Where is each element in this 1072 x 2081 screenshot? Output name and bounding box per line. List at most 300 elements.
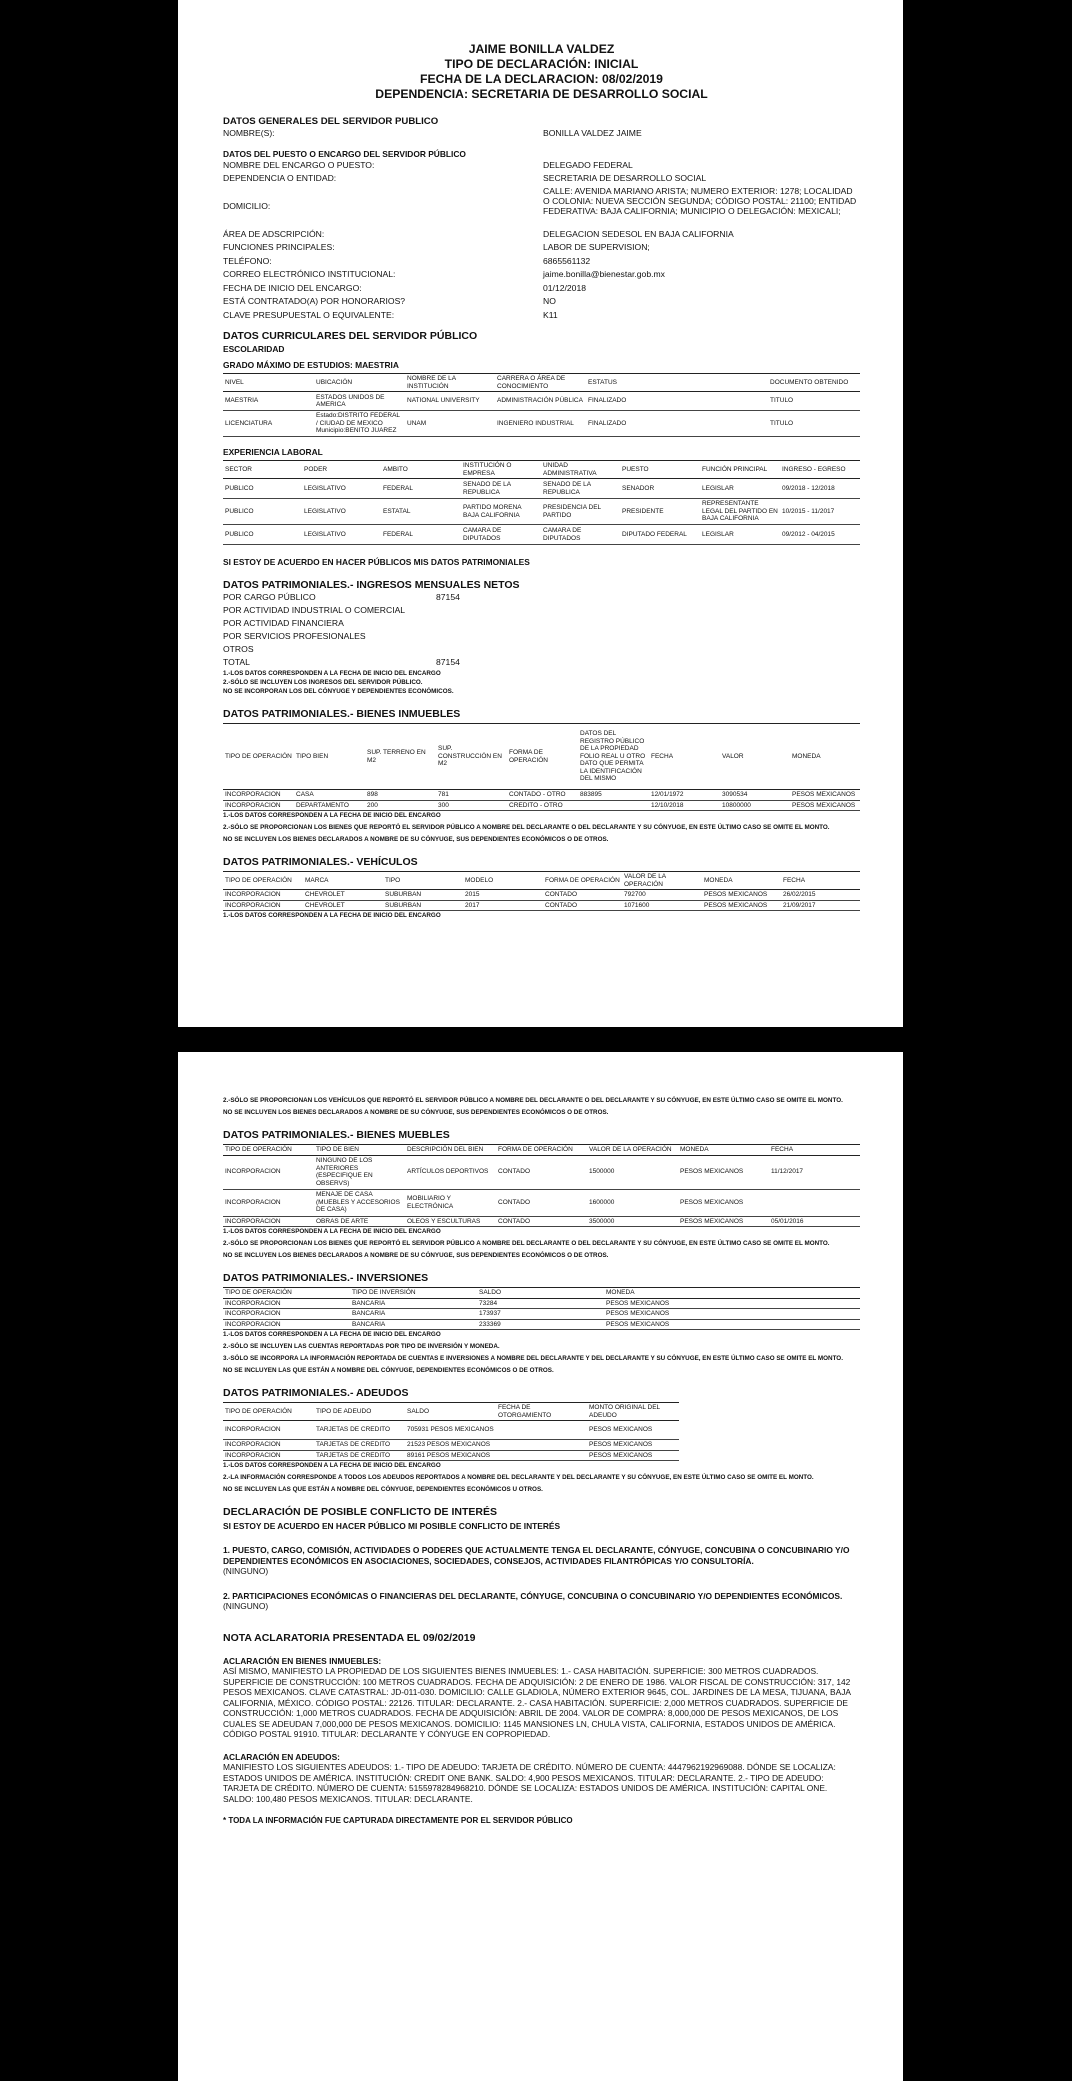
table-cell: INCORPORACION <box>223 1319 350 1330</box>
note-debts-text: MANIFIESTO LOS SIGUIENTES ADEUDOS: 1.- TIPO DE ADEUDO: TARJETA DE CRÉDITO. NÚMERO DE CUENTA: 4447962192969088. DÓNDE SE LOCALIZA: ESTADOS UNIDOS DE AMÉRICA. INSTITUCIÓN: CREDIT ONE BANK. SALDO: 4,900 PESOS MEXICANOS. TITULAR: DECLARANTE. 2.- TIPO DE ADEUDO: TARJETA DE CRÉDITO. NÚMERO DE CUENTA: 5155978284968210. DÓNDE SE LOCALIZA: ESTADOS UNIDOS DE AMÉRICA. INSTITUCIÓN: CAPITAL ONE. SALDO: 100,480 PESOS MEXICANOS. TITULAR: DECLARANTE. <box>223 1762 836 1804</box>
table-cell: TITULO <box>768 411 860 437</box>
table-cell: NINGUNO DE LOS ANTERIORES (ESPECIFIQUE EN OBSERVS) <box>314 1155 405 1189</box>
declaration-date: FECHA DE LA DECLARACION: 08/02/2019 <box>420 72 663 86</box>
table-cell: CAMARA DE DIPUTADOS <box>541 525 620 545</box>
clarifying-note-section <box>223 1632 860 1827</box>
income-label: OTROS <box>223 644 254 654</box>
kv-row <box>223 268 860 282</box>
kv-label: TELÉFONO: <box>223 255 272 266</box>
kv-row <box>223 228 860 242</box>
column-header: FORMA DE OPERACIÓN <box>543 872 622 890</box>
footnote: 2.-SÓLO SE PROPORCIONAN LOS VEHÍCULOS QUE REPORTÓ EL SERVIDOR PÚBLICO A NOMBRE DEL DECLARANTE O DEL DECLARANTE Y SU CÓNYUGE, EN ESTE ÚLTIMO CASO SE OMITE EL MONTO. <box>223 1097 843 1104</box>
section-title: DATOS PATRIMONIALES.- BIENES INMUEBLES <box>223 708 461 720</box>
table-cell: 1071600 <box>622 900 702 911</box>
table-row <box>223 1440 679 1451</box>
kv-row <box>223 255 860 269</box>
table-cell: 781 <box>436 790 507 801</box>
table-cell: CONTADO <box>496 1216 587 1227</box>
column-header: TIPO DE OPERACIÓN <box>223 872 303 890</box>
capture-footer: * TODA LA INFORMACIÓN FUE CAPTURADA DIRECTAMENTE POR EL SERVIDOR PÚBLICO <box>223 1816 573 1825</box>
footnote: 2.-SÓLO SE INCLUYEN LAS CUENTAS REPORTADAS POR TIPO DE INVERSIÓN Y MONEDA. <box>223 1343 500 1350</box>
kv-row <box>223 295 860 309</box>
position-section <box>223 149 860 323</box>
kv-value: NO <box>543 296 556 306</box>
footnote: 1.-LOS DATOS CORRESPONDEN A LA FECHA DE INICIO DEL ENCARGO <box>223 1331 441 1338</box>
column-header: INGRESO - EGRESO <box>780 461 860 479</box>
footnote: 1.-LOS DATOS CORRESPONDEN A LA FECHA DE INICIO DEL ENCARGO <box>223 1228 441 1235</box>
table-row <box>223 1309 860 1320</box>
section-title: DATOS PATRIMONIALES.- INVERSIONES <box>223 1272 429 1284</box>
declaration-header <box>223 42 860 102</box>
table-cell: INCORPORACION <box>223 800 294 811</box>
debts-table <box>223 1402 679 1461</box>
income-label: POR CARGO PÚBLICO <box>223 592 316 602</box>
column-header: AMBITO <box>381 461 461 479</box>
document-page-1 <box>178 0 903 1027</box>
general-data-section <box>223 116 860 141</box>
kv-label: FECHA DE INICIO DEL ENCARGO: <box>223 282 362 293</box>
declarant-name: JAIME BONILLA VALDEZ <box>468 42 615 56</box>
table-cell: 705931 PESOS MEXICANOS <box>405 1421 496 1440</box>
table-cell: INCORPORACION <box>223 1309 350 1320</box>
table-cell: TARJETAS DE CREDITO <box>314 1440 405 1451</box>
table-cell: 21/09/2017 <box>781 900 860 911</box>
table-cell: 26/02/2015 <box>781 890 860 901</box>
conflict-consent: SI ESTOY DE ACUERDO EN HACER PÚBLICO MI POSIBLE CONFLICTO DE INTERÉS <box>223 1521 561 1531</box>
note-real-estate-text: ASÍ MISMO, MANIFIESTO LA PROPIEDAD DE LOS SIGUIENTES BIENES INMUEBLES: 1.- CASA HABITACIÓN. SUPERFICIE: 300 METROS CUADRADOS. SUPERFICIE DE CONSTRUCCIÓN: 100 METROS CUADRADOS. FECHA DE ADQUISICIÓN: 2 DE ENERO DE 1986. VALOR FISCAL DE CONSTRUCCIÓN: 317, 142 PESOS MEXICANOS. CLAVE CATASTRAL: JD-011-030. DOMICILIO: CALLE GLADIOLA, NÚMERO EXTERIOR 9645, COL. JARDINES DE LA MESA, TIJUANA, BAJA CALIFORNIA, MÉXICO. CÓDIGO POSTAL: 22126. TITULAR: DECLARANTE. 2.- CASA HABITACIÓN. SUPERFICIE: 2,000 METROS CUADRADOS. SUPERFICIE DE CONSTRUCCIÓN: 1,000 METROS CUADRADOS. FECHA DE ADQUISICIÓN: ABRIL DE 2004. VALOR DE COMPRA: 8,000,000 DE PESOS MEXICANOS, DE LOS CUALES SE ADEUDAN 7,000,000 DE PESOS MEXICANOS. DOMICILIO: 1145 MANSIONES LN, CHULA VISTA, CALIFORNIA, ESTADOS UNIDOS DE AMÉRICA. CÓDIGO POSTAL 91910. TITULAR: DECLARANTE Y CÓNYUGE EN COPROPIEDAD. <box>223 1666 851 1739</box>
table-row <box>223 1155 860 1189</box>
footnote: 2.-SÓLO SE PROPORCIONAN LOS BIENES QUE REPORTÓ EL SERVIDOR PÚBLICO A NOMBRE DEL DECLARANTE O DEL DECLARANTE Y SU CÓNYUGE, EN ESTE ÚLTIMO CASO SE OMITE EL MONTO. <box>223 824 830 831</box>
kv-label: DEPENDENCIA O ENTIDAD: <box>223 173 337 183</box>
table-cell: 2017 <box>463 900 543 911</box>
section-title: DATOS DEL PUESTO O ENCARGO DEL SERVIDOR PÚBLICO <box>223 148 466 159</box>
kv-value: 6865561132 <box>543 255 591 266</box>
table-cell <box>496 1421 587 1440</box>
column-header: DATOS DEL REGISTRO PÚBLICO DE LA PROPIEDAD FOLIO REAL U OTRO DATO QUE PERMITA LA IDENTIFICACIÓN DEL MISMO <box>578 724 649 790</box>
table-row <box>223 1421 679 1440</box>
table-cell: FEDERAL <box>381 479 461 499</box>
table-cell: DEPARTAMENTO <box>294 800 365 811</box>
table-cell: TARJETAS DE CREDITO <box>314 1450 405 1461</box>
work-experience-section <box>223 447 860 545</box>
section-title: DATOS PATRIMONIALES.- INGRESOS MENSUALES NETOS <box>223 579 520 591</box>
column-header: TIPO BIEN <box>294 724 365 790</box>
table-cell: CONTADO <box>543 890 622 901</box>
table-cell: MAESTRIA <box>223 392 314 411</box>
table-cell: PESOS MEXICANOS <box>790 790 860 801</box>
table-row <box>223 900 860 911</box>
column-header: TIPO DE ADEUDO <box>314 1403 405 1421</box>
table-cell: 10/2015 - 11/2017 <box>780 499 860 525</box>
table-cell: BANCARIA <box>350 1309 477 1320</box>
table-cell: 10800000 <box>720 800 790 811</box>
footnote: NO SE INCLUYEN LOS BIENES DECLARADOS A NOMBRE DE SU CÓNYUGE, SUS DEPENDIENTES ECONÓMICOS O DE OTROS. <box>223 836 609 843</box>
debts-section <box>223 1387 860 1494</box>
kv-value: CALLE: AVENIDA MARIANO ARISTA; NUMERO EXTERIOR: 1278; LOCALIDAD O COLONIA: NUEVA SECCIÓN SEGUNDA; CÓDIGO POSTAL: 21100; ENTIDAD FEDERATIVA: BAJA CALIFORNIA; MUNICIPIO O DELEGACIÓN: MEXICALI; <box>543 185 857 216</box>
vehicles-table <box>223 871 860 911</box>
column-header: TIPO DE OPERACIÓN <box>223 724 294 790</box>
footnote: 1.-LOS DATOS CORRESPONDEN A LA FECHA DE INICIO DEL ENCARGO <box>223 670 441 677</box>
table-cell: 05/01/2016 <box>769 1216 860 1227</box>
table-cell: PESOS MEXICANOS <box>678 1155 769 1189</box>
table-row <box>223 1319 860 1330</box>
table-cell: SENADO DE LA REPUBLICA <box>541 479 620 499</box>
table-cell: 09/2018 - 12/2018 <box>780 479 860 499</box>
table-cell: 200 <box>365 800 436 811</box>
table-cell: PESOS MEXICANOS <box>702 890 781 901</box>
kv-label: ÁREA DE ADSCRIPCIÓN: <box>223 228 325 239</box>
table-cell: PESOS MEXICANOS <box>587 1421 679 1440</box>
table-cell: CONTADO - OTRO <box>507 790 578 801</box>
investments-table <box>223 1287 860 1330</box>
table-cell: SENADO DE LA REPUBLICA <box>461 479 541 499</box>
section-title: DATOS PATRIMONIALES.- BIENES MUEBLES <box>223 1129 450 1141</box>
table-cell: CHEVROLET <box>303 890 383 901</box>
table-cell: BANCARIA <box>350 1298 477 1309</box>
column-header: UNIDAD ADMINISTRATIVA <box>541 461 620 479</box>
real-estate-table <box>223 723 860 811</box>
table-cell: INCORPORACION <box>223 1450 314 1461</box>
kv-value: LABOR DE SUPERVISION; <box>543 242 650 252</box>
column-header: FECHA <box>769 1145 860 1156</box>
table-cell: INCORPORACION <box>223 1216 314 1227</box>
column-header: MODELO <box>463 872 543 890</box>
kv-row <box>223 172 860 186</box>
column-header: UBICACIÓN <box>314 374 405 392</box>
table-cell: 898 <box>365 790 436 801</box>
column-header: FECHA <box>649 724 720 790</box>
table-cell: TARJETAS DE CREDITO <box>314 1421 405 1440</box>
table-row <box>223 1450 679 1461</box>
table-cell: FINALIZADO <box>586 392 768 411</box>
column-header: INSTITUCIÓN O EMPRESA <box>461 461 541 479</box>
table-cell: 173937 <box>477 1309 604 1320</box>
footnote: NO SE INCLUYEN LAS QUE ESTÁN A NOMBRE DEL CÓNYUGE, DEPENDIENTES ECONÓMICOS O DE OTROS. <box>223 1367 554 1374</box>
column-header: VALOR DE LA OPERACIÓN <box>622 872 702 890</box>
section-title: NOTA ACLARATORIA PRESENTADA EL 09/02/2019 <box>223 1631 476 1644</box>
footnote: 2.-SÓLO SE INCLUYEN LOS INGRESOS DEL SERVIDOR PÚBLICO. <box>223 679 423 686</box>
table-row <box>223 1216 860 1227</box>
table-cell: LICENCIATURA <box>223 411 314 437</box>
footnote: 1.-LOS DATOS CORRESPONDEN A LA FECHA DE INICIO DEL ENCARGO <box>223 1462 441 1469</box>
table-cell: PARTIDO MORENA BAJA CALIFORNIA <box>461 499 541 525</box>
income-section <box>223 579 860 696</box>
footnote: 3.-SÓLO SE INCORPORA LA INFORMACIÓN REPORTADA DE CUENTAS E INVERSIONES A NOMBRE DEL DECLARANTE Y DEL DECLARANTE Y SU CÓNYUGE, EN ESTE ÚLTIMO CASO SE OMITE EL MONTO. <box>223 1355 843 1362</box>
footnote: 1.-LOS DATOS CORRESPONDEN A LA FECHA DE INICIO DEL ENCARGO <box>223 912 441 919</box>
table-cell: PRESIDENCIA DEL PARTIDO <box>541 499 620 525</box>
kv-value: DELEGADO FEDERAL <box>543 159 633 170</box>
table-cell: 09/2012 - 04/2015 <box>780 525 860 545</box>
table-cell: MOBILIARIO Y ELECTRÓNICA <box>405 1189 496 1216</box>
table-cell: CHEVROLET <box>303 900 383 911</box>
footnote: 2.-SÓLO SE PROPORCIONAN LOS BIENES QUE REPORTÓ EL SERVIDOR PÚBLICO A NOMBRE DEL DECLARANTE O DEL DECLARANTE Y SU CÓNYUGE, EN ESTE ÚLTIMO CASO SE OMITE EL MONTO. <box>223 1240 830 1247</box>
table-cell: 883895 <box>578 790 649 801</box>
section-title: DATOS CURRICULARES DEL SERVIDOR PÚBLICO <box>223 330 478 342</box>
column-header: SALDO <box>405 1403 496 1421</box>
table-cell: LEGISLAR <box>700 525 780 545</box>
table-row <box>223 499 860 525</box>
table-cell <box>496 1450 587 1461</box>
kv-row <box>223 186 860 228</box>
table-cell: CREDITO - OTRO <box>507 800 578 811</box>
footnote: 1.-LOS DATOS CORRESPONDEN A LA FECHA DE INICIO DEL ENCARGO <box>223 812 441 819</box>
table-cell: 233369 <box>477 1319 604 1330</box>
table-cell: PESOS MEXICANOS <box>678 1189 769 1216</box>
table-cell: ADMINISTRACIÓN PÚBLICA <box>495 392 586 411</box>
kv-value: 01/12/2018 <box>543 282 587 293</box>
table-cell: 3500000 <box>587 1216 678 1227</box>
footnote: 2.-LA INFORMACIÓN CORRESPONDE A TODOS LOS ADEUDOS REPORTADOS A NOMBRE DEL DECLARANTE Y DEL DECLARANTE Y SU CÓNYUGE, EN ESTE ÚLTIMO CASO SE OMITE EL MONTO. <box>223 1474 814 1481</box>
footnote: NO SE INCLUYEN LOS BIENES DECLARADOS A NOMBRE DE SU CÓNYUGE, SUS DEPENDIENTES ECONÓMICOS O DE OTROS. <box>223 1109 609 1116</box>
column-header: TIPO DE OPERACIÓN <box>223 1145 314 1156</box>
kv-label: ESTÁ CONTRATADO(A) POR HONORARIOS? <box>223 296 406 306</box>
education-table <box>223 373 860 437</box>
column-header: SECTOR <box>223 461 302 479</box>
table-cell: ARTÍCULOS DEPORTIVOS <box>405 1155 496 1189</box>
table-cell: PESOS MEXICANOS <box>604 1298 860 1309</box>
income-label: TOTAL <box>223 657 250 667</box>
column-header: MARCA <box>303 872 383 890</box>
table-cell: 12/01/1972 <box>649 790 720 801</box>
kv-value: K11 <box>543 309 558 320</box>
footnote: NO SE INCLUYEN LAS QUE ESTÁN A NOMBRE DEL CÓNYUGE, DEPENDIENTES ECONÓMICOS U OTROS. <box>223 1486 543 1493</box>
kv-label: DOMICILIO: <box>223 200 271 211</box>
column-header: TIPO DE INVERSIÓN <box>350 1288 477 1299</box>
table-cell: PESOS MEXICANOS <box>678 1216 769 1227</box>
table-cell: PESOS MEXICANOS <box>604 1309 860 1320</box>
table-cell: INCORPORACION <box>223 1440 314 1451</box>
column-header: FORMA DE OPERACIÓN <box>507 724 578 790</box>
table-cell: PUBLICO <box>223 479 302 499</box>
name-label: NOMBRE(S): <box>223 128 275 138</box>
table-cell: PESOS MEXICANOS <box>587 1440 679 1451</box>
table-cell: REPRESENTANTE LEGAL DEL PARTIDO EN BAJA CALIFORNIA <box>700 499 780 525</box>
movable-assets-section <box>223 1129 860 1260</box>
name-value: BONILLA VALDEZ JAIME <box>543 128 642 138</box>
table-cell: 73284 <box>477 1298 604 1309</box>
table-cell: 89161 PESOS MEXICANOS <box>405 1450 496 1461</box>
table-cell <box>496 1440 587 1451</box>
footnote: NO SE INCORPORAN LOS DEL CÓNYUGE Y DEPENDIENTES ECONÓMICOS. <box>223 688 454 695</box>
kv-label: CORREO ELECTRÓNICO INSTITUCIONAL: <box>223 269 396 279</box>
kv-row <box>223 159 860 173</box>
table-row <box>223 800 860 811</box>
column-header: TIPO DE OPERACIÓN <box>223 1403 314 1421</box>
column-header: NIVEL <box>223 374 314 392</box>
patrimonial-consent: SI ESTOY DE ACUERDO EN HACER PÚBLICOS MIS DATOS PATRIMONIALES <box>223 557 530 567</box>
table-cell: 11/12/2017 <box>769 1155 860 1189</box>
table-cell: DIPUTADO FEDERAL <box>620 525 700 545</box>
column-header: TIPO <box>383 872 463 890</box>
table-cell: UNAM <box>405 411 495 437</box>
column-header: MONEDA <box>678 1145 769 1156</box>
column-header: VALOR <box>720 724 790 790</box>
income-row <box>223 591 860 604</box>
column-header: ESTATUS <box>586 374 768 392</box>
table-cell <box>769 1189 860 1216</box>
section-title: DECLARACIÓN DE POSIBLE CONFLICTO DE INTERÉS <box>223 1506 497 1518</box>
column-header: PUESTO <box>620 461 700 479</box>
income-row <box>223 630 860 643</box>
income-label: POR ACTIVIDAD FINANCIERA <box>223 618 344 628</box>
table-cell: LEGISLAR <box>700 479 780 499</box>
table-cell: SUBURBAN <box>383 900 463 911</box>
table-cell: 2015 <box>463 890 543 901</box>
column-header: FORMA DE OPERACIÓN <box>496 1145 587 1156</box>
investments-section <box>223 1272 860 1375</box>
table-cell: Estado:DISTRITO FEDERAL / CIUDAD DE MEXICO Municipio:BENITO JUAREZ <box>314 411 405 437</box>
table-cell: TITULO <box>768 392 860 411</box>
table-cell: INCORPORACION <box>223 1298 350 1309</box>
table-cell: LEGISLATIVO <box>302 479 381 499</box>
vehicles-section <box>223 856 860 920</box>
kv-row <box>223 241 860 255</box>
table-cell: PUBLICO <box>223 525 302 545</box>
column-header: MONEDA <box>790 724 860 790</box>
table-cell: 12/10/2018 <box>649 800 720 811</box>
table-cell: 792700 <box>622 890 702 901</box>
column-header: TIPO DE BIEN <box>314 1145 405 1156</box>
kv-value: SECRETARIA DE DESARROLLO SOCIAL <box>543 173 707 183</box>
column-header: NOMBRE DE LA INSTITUCIÓN <box>405 374 495 392</box>
table-row <box>223 525 860 545</box>
column-header: TIPO DE OPERACIÓN <box>223 1288 350 1299</box>
column-header: SUP. CONSTRUCCIÓN EN M2 <box>436 724 507 790</box>
table-cell: PESOS MEXICANOS <box>604 1319 860 1330</box>
income-label: POR ACTIVIDAD INDUSTRIAL O COMERCIAL <box>223 605 406 615</box>
column-header: MONEDA <box>604 1288 860 1299</box>
name-row <box>223 127 860 141</box>
kv-value: DELEGACION SEDESOL EN BAJA CALIFORNIA <box>543 228 734 239</box>
section-title: DATOS PATRIMONIALES.- ADEUDOS <box>223 1387 409 1399</box>
table-cell: PUBLICO <box>223 499 302 525</box>
table-cell: CASA <box>294 790 365 801</box>
table-cell: OBRAS DE ARTE <box>314 1216 405 1227</box>
column-header: SUP. TERRENO EN M2 <box>365 724 436 790</box>
section-title: DATOS PATRIMONIALES.- VEHÍCULOS <box>223 856 418 868</box>
table-cell: PRESIDENTE <box>620 499 700 525</box>
column-header: PODER <box>302 461 381 479</box>
curricular-section <box>223 330 860 437</box>
conflict-answer-1: (NINGUNO) <box>223 1566 269 1576</box>
section-title: DATOS GENERALES DEL SERVIDOR PUBLICO <box>223 116 439 127</box>
column-header: CARRERA O ÁREA DE CONOCIMIENTO <box>495 374 586 392</box>
note-debts-title: ACLARACIÓN EN ADEUDOS: <box>223 1751 340 1762</box>
table-cell: INCORPORACION <box>223 890 303 901</box>
note-real-estate-title: ACLARACIÓN EN BIENES INMUEBLES: <box>223 1655 382 1666</box>
income-value: 87154 <box>436 592 460 602</box>
declaration-agency: DEPENDENCIA: SECRETARIA DE DESARROLLO SOCIAL <box>375 87 708 101</box>
kv-row <box>223 309 860 323</box>
table-cell: OLEOS Y ESCULTURAS <box>405 1216 496 1227</box>
kv-row <box>223 282 860 296</box>
income-label: POR SERVICIOS PROFESIONALES <box>223 631 366 641</box>
conflict-question-1: 1. PUESTO, CARGO, COMISIÓN, ACTIVIDADES O PODERES QUE ACTUALMENTE TENGA EL DECLARANTE, CÓNYUGE, CONCUBINA O CONCUBINARIO Y/O DEPENDIENTES ECONÓMICOS EN ASOCIACIONES, SOCIEDADES, CONSEJOS, ACTIVIDADES FILANTRÓPICAS Y/O CONSULTORÍA. <box>223 1545 850 1566</box>
experience-table <box>223 460 860 545</box>
table-cell: CONTADO <box>496 1189 587 1216</box>
table-cell: NATIONAL UNIVERSITY <box>405 392 495 411</box>
table-cell: ESTADOS UNIDOS DE AMERICA <box>314 392 405 411</box>
table-cell: INGENIERO INDUSTRIAL <box>495 411 586 437</box>
table-cell: PESOS MEXICANOS <box>702 900 781 911</box>
max-degree: GRADO MÁXIMO DE ESTUDIOS: MAESTRIA <box>223 360 399 370</box>
table-cell: CONTADO <box>543 900 622 911</box>
column-header: SALDO <box>477 1288 604 1299</box>
kv-label: FUNCIONES PRINCIPALES: <box>223 242 335 252</box>
table-cell: PESOS MEXICANOS <box>790 800 860 811</box>
table-cell: MENAJE DE CASA (MUEBLES Y ACCESORIOS DE CASA) <box>314 1189 405 1216</box>
table-cell: INCORPORACION <box>223 1155 314 1189</box>
column-header: VALOR DE LA OPERACIÓN <box>587 1145 678 1156</box>
table-row <box>223 392 860 411</box>
column-header: FUNCIÓN PRINCIPAL <box>700 461 780 479</box>
table-cell <box>578 800 649 811</box>
income-value: 87154 <box>436 657 460 667</box>
real-estate-section <box>223 708 860 844</box>
table-cell: BANCARIA <box>350 1319 477 1330</box>
column-header: FECHA DE OTORGAMIENTO <box>496 1403 587 1421</box>
conflict-answer-2: (NINGUNO) <box>223 1601 269 1611</box>
document-page-2 <box>178 1052 903 2081</box>
table-cell: INCORPORACION <box>223 1421 314 1440</box>
conflict-of-interest-section <box>223 1506 860 1612</box>
table-cell: FINALIZADO <box>586 411 768 437</box>
table-cell: 21523 PESOS MEXICANOS <box>405 1440 496 1451</box>
column-header: DOCUMENTO OBTENIDO <box>768 374 860 392</box>
table-cell: LEGISLATIVO <box>302 499 381 525</box>
table-row <box>223 479 860 499</box>
conflict-question-2: 2. PARTICIPACIONES ECONÓMICAS O FINANCIERAS DEL DECLARANTE, CÓNYUGE, CONCUBINA O CONCUBINARIO Y/O DEPENDIENTES ECONÓMICOS. <box>223 1590 843 1601</box>
table-row <box>223 1189 860 1216</box>
income-row <box>223 656 860 669</box>
income-row <box>223 643 860 656</box>
table-row <box>223 411 860 437</box>
kv-label: CLAVE PRESUPUESTAL O EQUIVALENTE: <box>223 309 395 320</box>
table-cell: 3090534 <box>720 790 790 801</box>
schooling-label: ESCOLARIDAD <box>223 344 285 354</box>
column-header: MONEDA <box>702 872 781 890</box>
table-cell: 300 <box>436 800 507 811</box>
section-title: EXPERIENCIA LABORAL <box>223 447 323 457</box>
table-row <box>223 890 860 901</box>
declaration-type: TIPO DE DECLARACIÓN: INICIAL <box>444 57 639 71</box>
table-cell: FEDERAL <box>381 525 461 545</box>
table-row <box>223 1298 860 1309</box>
table-cell: INCORPORACION <box>223 790 294 801</box>
table-cell: SENADOR <box>620 479 700 499</box>
column-header: DESCRIPCIÓN DEL BIEN <box>405 1145 496 1156</box>
movable-assets-table <box>223 1144 860 1227</box>
table-cell: LEGISLATIVO <box>302 525 381 545</box>
table-cell: PESOS MEXICANOS <box>587 1450 679 1461</box>
table-cell: CAMARA DE DIPUTADOS <box>461 525 541 545</box>
income-row <box>223 604 860 617</box>
table-row <box>223 790 860 801</box>
column-header: MONTO ORIGINAL DEL ADEUDO <box>587 1403 679 1421</box>
table-cell: ESTATAL <box>381 499 461 525</box>
income-row <box>223 617 860 630</box>
column-header: FECHA <box>781 872 860 890</box>
table-cell: INCORPORACION <box>223 900 303 911</box>
table-cell: 1600000 <box>587 1189 678 1216</box>
table-cell: 1500000 <box>587 1155 678 1189</box>
kv-value: jaime.bonilla@bienestar.gob.mx <box>543 269 665 279</box>
footnote: NO SE INCLUYEN LOS BIENES DECLARADOS A NOMBRE DE SU CÓNYUGE, SUS DEPENDIENTES ECONÓMICOS O DE OTROS. <box>223 1252 609 1259</box>
table-cell: SUBURBAN <box>383 890 463 901</box>
table-cell: INCORPORACION <box>223 1189 314 1216</box>
kv-label: NOMBRE DEL ENCARGO O PUESTO: <box>223 159 375 170</box>
table-cell: CONTADO <box>496 1155 587 1189</box>
